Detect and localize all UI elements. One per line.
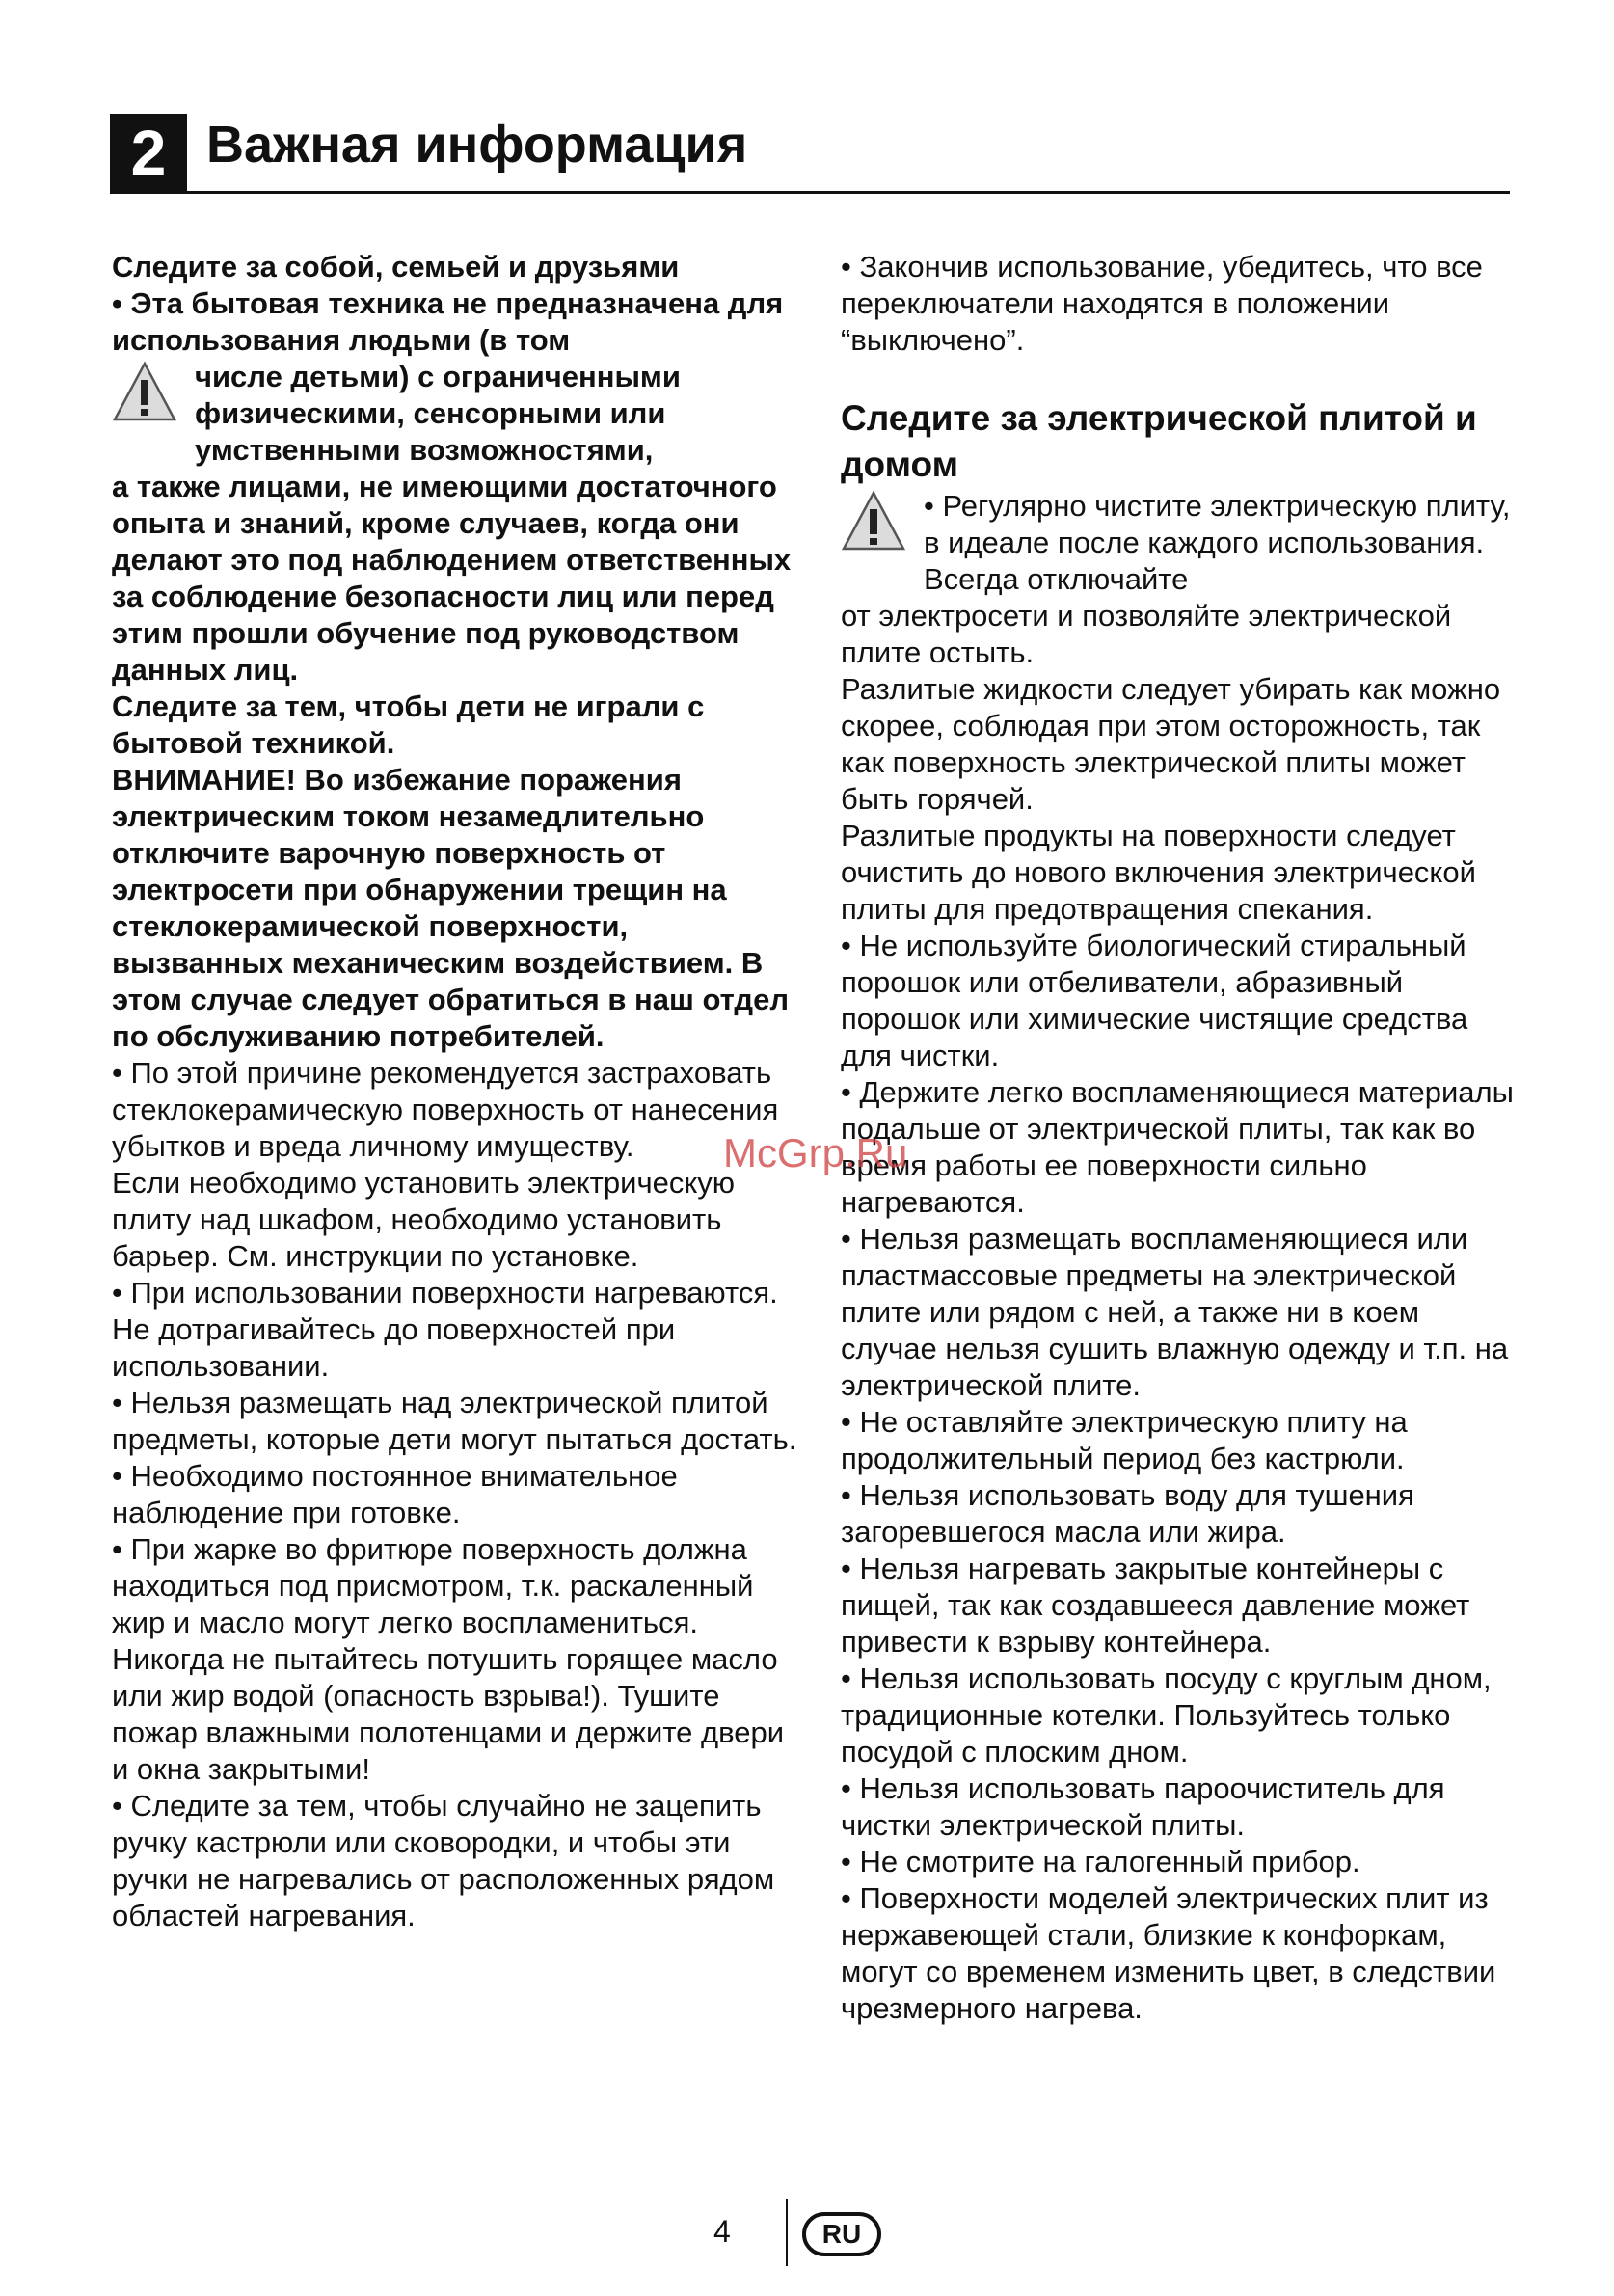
section-number-badge: 2	[110, 114, 187, 191]
right-warning-block	[841, 488, 1516, 598]
left-heading: Следите за собой, семьей и друзьями	[112, 250, 680, 284]
right-warning-rest: от электросети и позволяйте электрической плите остыть.	[841, 599, 1452, 669]
list-item: • Нельзя нагревать закрытые контейнеры с пищей, так как создавшееся давление может привести к взрыву контейнера.	[841, 1552, 1470, 1659]
list-item: • Необходимо постоянное внимательное наблюдение при готовке.	[112, 1459, 678, 1529]
left-children-note: Следите за тем, чтобы дети не играли с бытовой техникой.	[112, 689, 705, 760]
left-attention: ВНИМАНИЕ! Во избежание поражения электрическим током незамедлительно отключите варочную поверхность от электросети при обнаружении трещин на стеклокерамической поверхности, вызванных механическим воздействием. В этом случае следует обратиться в наш отдел по обслуживанию потребителей.	[112, 763, 790, 1053]
list-item: • Нельзя использовать пароочиститель для чистки электрической плиты.	[841, 1771, 1445, 1842]
watermark: McGrp.Ru	[723, 1130, 908, 1175]
list-item: • Нельзя использовать воду для тушения загоревшегося масла или жира.	[841, 1478, 1414, 1549]
warning-triangle-icon	[841, 490, 906, 552]
list-item: • Не смотрите на галогенный прибор.	[841, 1845, 1360, 1878]
left-warning-indented: числе детьми) с ограниченными физическими, сенсорными или умственными возможностями,	[195, 360, 681, 467]
list-item: • При жарке во фритюре поверхность должна находиться под присмотром, т.к. раскаленный жир и масло могут легко воспламениться. Никогда не пытайтесь потушить горящее масло или жир водой (опасность взрыва!). Тушите пожар влажными полотенцами и держите двери и окна закрытыми!	[112, 1532, 785, 1786]
left-column	[112, 249, 806, 1934]
list-item: • Не оставляйте электрическую плиту на продолжительный период без кастрюли.	[841, 1405, 1408, 1475]
list-item: • При использовании поверхности нагреваются. Не дотрагивайтесь до поверхностей при использовании.	[112, 1276, 778, 1383]
list-item: • Нельзя размещать над электрической плитой предметы, которые дети могут пытаться достать.	[112, 1386, 797, 1456]
left-warning-intro: • Эта бытовая техника не предназначена для использования людьми (в том	[112, 286, 784, 357]
footer-divider	[786, 2199, 788, 2266]
right-first-item: • Закончив использование, убедитесь, что все переключатели находятся в положении “выключено”.	[841, 250, 1483, 357]
list-item: • Держите легко воспламеняющиеся материалы подальше от электрической плиты, так как во время работы ее поверхности сильно нагреваются.	[841, 1075, 1514, 1219]
list-item: • Нельзя использовать посуду с круглым дном, традиционные котелки. Пользуйтесь только посудой с плоским дном.	[841, 1661, 1492, 1769]
right-heading: Следите за электрической плитой и домом	[841, 398, 1477, 484]
right-warning-indented: • Регулярно чистите электрическую плиту, в идеале после каждого использования. Всегда отключайте	[924, 489, 1511, 596]
page-title: Важная информация	[206, 116, 748, 174]
list-item: Разлитые жидкости следует убирать как можно скорее, соблюдая при этом осторожность, так как поверхность электрической плиты может быть горячей.	[841, 672, 1501, 816]
list-item: • Не используйте биологический стиральный порошок или отбеливатели, абразивный порошок или химические чистящие средства для чистки.	[841, 929, 1468, 1072]
left-warning-rest: а также лицами, не имеющими достаточного опыта и знаний, кроме случаев, когда они делают это под наблюдением ответственных за соблюдение безопасности лиц или перед этим прошли обучение под руководством данных лиц.	[112, 470, 792, 687]
warning-triangle-icon	[112, 361, 177, 422]
left-warning-block	[112, 359, 806, 469]
list-item: Если необходимо установить электрическую плиту над шкафом, необходимо установить барьер. См. инструкции по установке.	[112, 1166, 735, 1273]
list-item: • По этой причине рекомендуется застраховать стеклокерамическую поверхность от нанесения убытков и вреда личному имуществу.	[112, 1056, 779, 1163]
right-column	[841, 249, 1516, 2027]
language-badge: RU	[802, 2212, 881, 2256]
page-number: 4	[713, 2214, 731, 2249]
list-item: • Нельзя размещать воспламеняющиеся или пластмассовые предметы на электрической плите или рядом с ней, а также ни в коем случае нельзя сушить влажную одежду и т.п. на электрической плите.	[841, 1222, 1509, 1402]
list-item: • Поверхности моделей электрических плит из нержавеющей стали, близкие к конфоркам, могут со временем изменить цвет, в следствии чрезмерного нагрева.	[841, 1881, 1496, 2025]
section-header	[110, 114, 1510, 194]
list-item: Разлитые продукты на поверхности следует очистить до нового включения электрической плиты для предотвращения спекания.	[841, 819, 1476, 926]
list-item: • Следите за тем, чтобы случайно не зацепить ручку кастрюли или сковородки, и чтобы эти ручки не нагревались от расположенных рядом областей нагревания.	[112, 1789, 775, 1932]
